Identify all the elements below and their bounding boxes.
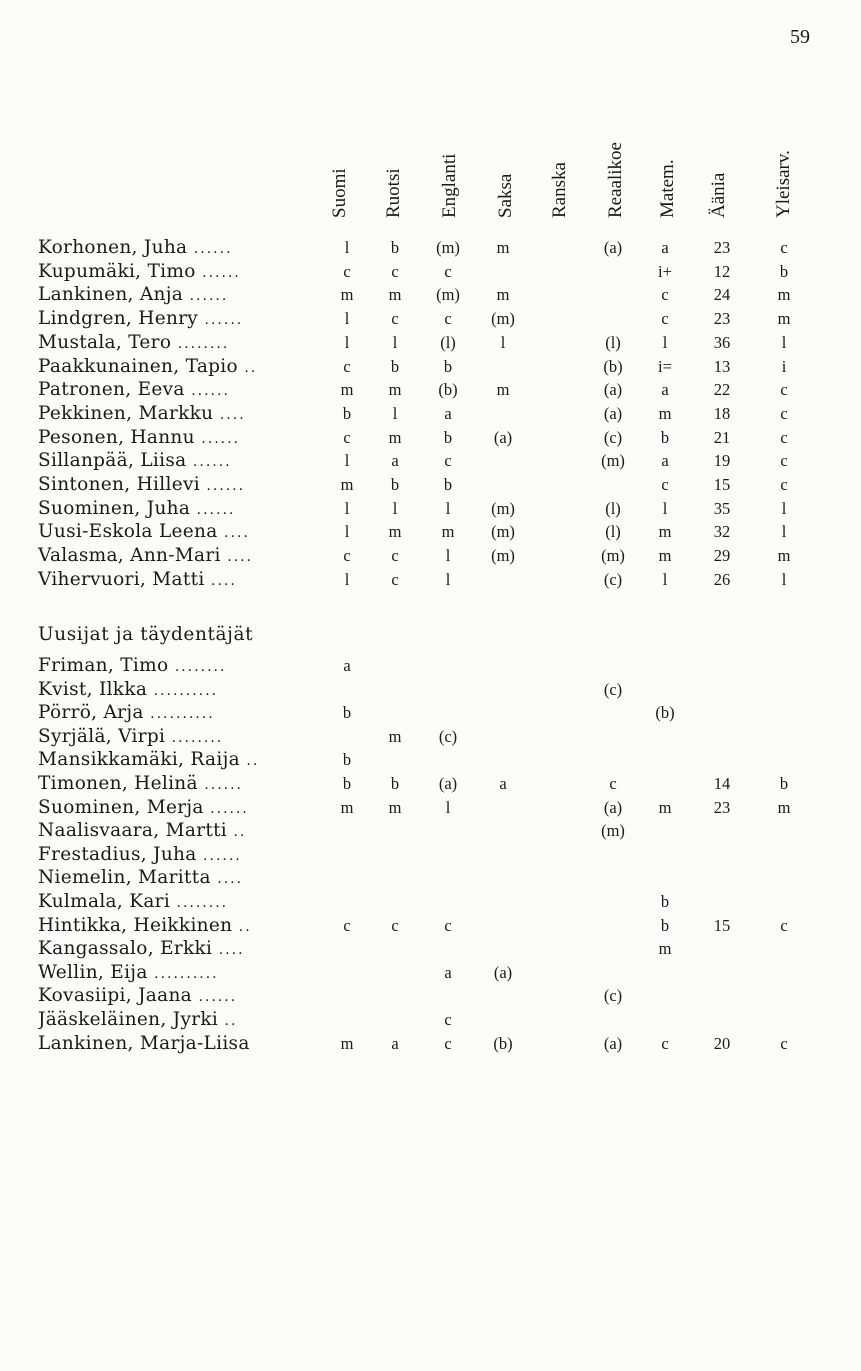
grade-cell: (l) <box>440 332 456 352</box>
column-header-label: Äänia <box>708 172 729 218</box>
table-row <box>0 520 861 543</box>
student-name-text: Hintikka, Heikkinen <box>38 914 233 936</box>
student-name <box>38 748 322 773</box>
grade-cell: b <box>443 427 453 447</box>
grade-cell: l <box>781 569 787 589</box>
table-row <box>0 654 861 677</box>
column-header-label: Yleisarv. <box>773 150 794 218</box>
leader-dots: .... <box>210 871 244 888</box>
student-name <box>38 890 322 915</box>
grade-cell: m <box>658 546 672 566</box>
grade-cell: l <box>344 522 350 542</box>
student-name <box>38 772 322 797</box>
grade-cell: 22 <box>713 380 731 400</box>
table-row <box>0 678 861 701</box>
student-name <box>38 426 322 451</box>
student-name-text: Valasma, Ann-Mari <box>38 545 221 567</box>
grade-cell: 13 <box>713 356 731 376</box>
grade-cell: 29 <box>713 546 731 566</box>
student-name <box>38 678 322 703</box>
grade-cell: (m) <box>601 546 625 566</box>
grade-cell: b <box>660 915 670 935</box>
student-name-text: Lankinen, Anja <box>38 284 184 306</box>
grade-cell: l <box>445 569 451 589</box>
student-name <box>38 1008 322 1033</box>
grade-cell: l <box>445 498 451 518</box>
table-row <box>0 355 861 378</box>
student-name-text: Kulmala, Kari <box>38 891 171 912</box>
grade-cell: b <box>342 403 352 423</box>
grade-cell: (m) <box>491 309 515 329</box>
grade-cell: (b) <box>438 380 458 400</box>
student-name <box>38 796 322 821</box>
column-header-label: Reaalikoe <box>605 142 626 218</box>
grade-cell: (l) <box>605 498 621 518</box>
student-name-text: Pesonen, Hannu <box>38 426 195 448</box>
grade-cell: (a) <box>603 797 623 817</box>
grade-cell: c <box>780 475 788 494</box>
grade-cell: l <box>344 332 350 352</box>
leader-dots: ........ <box>165 729 224 746</box>
student-name-text: Paakkunainen, Tapio <box>38 355 238 377</box>
grade-cell: c <box>780 451 788 471</box>
grade-cell: m <box>658 522 672 542</box>
grade-cell: 24 <box>713 285 731 305</box>
leader-dots: ........ <box>170 895 229 911</box>
grade-cell: c <box>391 546 399 566</box>
student-name-text: Wellin, Eija <box>38 961 148 983</box>
column-header-label: Ruotsi <box>383 168 404 218</box>
table-row <box>0 497 861 520</box>
grade-cell: (a) <box>603 1033 623 1053</box>
student-name-text: Suominen, Juha <box>38 497 191 519</box>
grade-cell: m <box>658 939 672 959</box>
grade-cell: a <box>444 403 452 423</box>
table-row <box>0 819 861 842</box>
grade-cell: m <box>388 522 402 542</box>
leader-dots: .. <box>232 918 252 935</box>
grade-cell: m <box>340 475 354 494</box>
table-row <box>0 843 861 866</box>
grade-cell: c <box>343 546 351 566</box>
table-row <box>0 236 861 259</box>
student-name-text: Sillanpää, Liisa <box>38 450 187 472</box>
student-name-text: Kangassalo, Erkki <box>38 938 213 960</box>
student-name-text: Frestadius, Juha <box>38 843 197 865</box>
grade-cell: c <box>780 915 788 935</box>
grade-cell: l <box>662 498 668 518</box>
leader-dots: .... <box>220 549 254 566</box>
student-name <box>38 283 322 308</box>
leader-dots: ...... <box>187 241 233 257</box>
grade-cell: m <box>441 522 455 542</box>
table-row <box>0 701 861 724</box>
grade-cell: (c) <box>603 427 623 447</box>
grade-cell: i+ <box>658 261 672 281</box>
grade-cell: c <box>780 427 788 447</box>
grade-cell: c <box>661 1033 669 1053</box>
grade-cell: m <box>340 380 354 400</box>
grade-cell: (b) <box>493 1033 513 1053</box>
grade-cell: b <box>660 427 670 447</box>
table-row <box>0 568 861 591</box>
table-row <box>0 961 861 984</box>
grade-cell: l <box>662 569 668 589</box>
student-name-text: Friman, Timo <box>38 655 169 676</box>
student-name <box>38 568 322 593</box>
student-name <box>38 236 322 261</box>
grade-cell: b <box>342 703 352 723</box>
grade-cell: 15 <box>713 475 731 494</box>
grade-cell: b <box>342 774 352 793</box>
grade-cell: c <box>444 1033 452 1053</box>
student-name-text: Kupumäki, Timo <box>38 260 196 282</box>
leader-dots: ........ <box>168 659 227 675</box>
leader-dots: .. <box>227 824 247 841</box>
grade-cell: l <box>781 332 787 352</box>
leader-dots: ...... <box>196 847 242 864</box>
grade-cell: (c) <box>603 569 623 589</box>
student-name-text: Uusi-Eskola Leena <box>38 521 218 543</box>
grade-cell: (c) <box>438 726 458 746</box>
leader-dots: ...... <box>183 288 229 305</box>
student-name-text: Pekkinen, Markku <box>38 402 214 424</box>
table-row <box>0 307 861 330</box>
column-header-label: Suomi <box>329 168 350 218</box>
leader-dots: ...... <box>197 777 243 793</box>
grade-cell: c <box>391 915 399 935</box>
grade-cell: 18 <box>713 403 731 423</box>
grade-cell: m <box>340 285 354 305</box>
grade-cell: (m) <box>436 238 460 257</box>
student-name <box>38 378 322 403</box>
grade-cell: a <box>391 451 399 471</box>
grade-cell: i= <box>658 356 672 376</box>
leader-dots: ...... <box>184 383 230 400</box>
grade-cell: 36 <box>713 332 731 352</box>
grade-cell: l <box>445 546 451 566</box>
table-row <box>0 937 861 960</box>
grade-cell: b <box>390 475 400 494</box>
grade-cell: 21 <box>713 427 731 447</box>
grade-cell: (c) <box>603 679 623 699</box>
grade-cell: c <box>343 261 351 281</box>
grade-cell: i <box>781 356 787 376</box>
grade-cell: m <box>496 238 510 257</box>
student-name <box>38 355 322 380</box>
table-row <box>0 402 861 425</box>
table-row <box>0 283 861 306</box>
grade-cell: a <box>444 962 452 982</box>
grade-cell: b <box>390 238 400 257</box>
student-name-text: Korhonen, Juha <box>38 237 188 258</box>
grade-cell: m <box>496 380 510 400</box>
student-name-text: Niemelin, Maritta <box>38 867 211 889</box>
grade-cell: (l) <box>605 332 621 352</box>
grade-cell: c <box>780 238 788 257</box>
student-name-text: Vihervuori, Matti <box>38 568 205 590</box>
leader-dots: ...... <box>203 800 249 817</box>
grade-cell: c <box>391 309 399 329</box>
grade-cell: c <box>444 1010 452 1029</box>
student-name <box>38 544 322 569</box>
grade-cell: m <box>658 403 672 423</box>
grade-cell: b <box>779 774 789 793</box>
table-row <box>0 725 861 748</box>
table-row <box>0 473 861 496</box>
table-row <box>0 449 861 472</box>
grade-cell: m <box>388 726 402 746</box>
table-row <box>0 890 861 913</box>
table-row <box>0 866 861 889</box>
leader-dots: .. <box>239 753 260 770</box>
student-name <box>38 402 322 427</box>
student-name <box>38 725 322 750</box>
grade-cell: b <box>660 892 670 911</box>
grade-cell: c <box>444 309 452 329</box>
student-name <box>38 961 322 986</box>
grade-cell: l <box>344 498 350 518</box>
grade-cell: (b) <box>603 356 623 376</box>
grade-cell: l <box>662 332 668 352</box>
grade-cell: m <box>777 546 791 566</box>
leader-dots: ...... <box>190 501 236 518</box>
student-name-text: Mansikkamäki, Raija <box>38 749 240 771</box>
grade-cell: (b) <box>655 703 675 723</box>
leader-dots: .... <box>212 942 245 959</box>
grade-cell: (m) <box>491 498 515 518</box>
column-header-label: Englanti <box>439 153 460 218</box>
student-name <box>38 331 322 356</box>
student-name <box>38 701 322 726</box>
section-title: Uusijat ja täydentäjät <box>38 624 254 645</box>
grade-cell: b <box>342 750 352 770</box>
table-row <box>0 984 861 1007</box>
student-name <box>38 866 322 891</box>
grade-cell: c <box>444 451 452 471</box>
student-name <box>38 819 322 844</box>
grade-cell: l <box>500 332 506 352</box>
student-name-text: Pörrö, Arja <box>38 702 144 724</box>
leader-dots: ...... <box>194 430 240 447</box>
leader-dots: ...... <box>198 312 244 329</box>
student-name-text: Lankinen, Marja-Liisa <box>38 1032 250 1054</box>
grade-cell: m <box>777 797 791 817</box>
student-name <box>38 497 322 522</box>
table-row <box>0 914 861 937</box>
grade-cell: c <box>343 427 351 447</box>
student-name <box>38 984 322 1009</box>
student-name-text: Naalisvaara, Martti <box>38 820 228 842</box>
grade-cell: m <box>658 797 672 817</box>
student-name <box>38 520 322 545</box>
leader-dots: ...... <box>195 264 241 281</box>
grade-cell: l <box>344 569 350 589</box>
grade-cell: (a) <box>493 427 513 447</box>
leader-dots: .......... <box>143 706 215 723</box>
grade-cell: 26 <box>713 569 731 589</box>
grade-cell: c <box>780 1033 788 1053</box>
leader-dots: .......... <box>147 682 219 699</box>
grade-cell: m <box>777 285 791 305</box>
student-name-text: Kvist, Ilkka <box>38 678 148 700</box>
grade-cell: 23 <box>713 238 731 257</box>
leader-dots: .... <box>217 525 250 542</box>
student-name-text: Suominen, Merja <box>38 796 204 818</box>
grade-cell: b <box>390 774 400 793</box>
student-name-text: Lindgren, Henry <box>38 308 199 330</box>
grade-cell: m <box>388 380 402 400</box>
grade-cell: c <box>661 475 669 494</box>
grade-cell: (l) <box>605 522 621 542</box>
grade-cell: a <box>661 238 669 257</box>
grade-cell: l <box>392 403 398 423</box>
student-name <box>38 449 322 474</box>
grade-cell: l <box>392 498 398 518</box>
grade-cell: c <box>391 569 399 589</box>
column-header-label: Saksa <box>495 173 516 218</box>
grade-cell: a <box>391 1033 399 1053</box>
grade-cell: m <box>340 797 354 817</box>
grade-cell: l <box>344 238 350 257</box>
grade-cell: 19 <box>713 451 731 471</box>
grade-cell: (a) <box>603 403 623 423</box>
student-name <box>38 843 322 868</box>
table-row <box>0 772 861 795</box>
grade-cell: c <box>343 356 351 376</box>
table-row <box>0 748 861 771</box>
grade-cell: m <box>496 285 510 305</box>
table-row <box>0 796 861 819</box>
grade-cell: 15 <box>713 915 731 935</box>
grade-cell: l <box>392 332 398 352</box>
grade-cell: (a) <box>438 774 458 793</box>
student-name <box>38 307 322 332</box>
grade-cell: (m) <box>601 451 625 471</box>
page-number: 59 <box>790 26 810 48</box>
grade-cell: b <box>443 356 453 376</box>
grade-cell: a <box>661 451 669 471</box>
leader-dots: ...... <box>199 478 246 494</box>
grade-cell: c <box>661 309 669 329</box>
leader-dots: .... <box>204 572 237 589</box>
grade-cell: l <box>445 797 451 817</box>
grade-cell: a <box>343 656 351 675</box>
table-row <box>0 1008 861 1031</box>
grade-cell: c <box>609 774 617 793</box>
grade-cell: (a) <box>603 238 623 257</box>
student-name-text: Mustala, Tero <box>38 331 172 353</box>
grade-cell: c <box>391 261 399 281</box>
grade-cell: 23 <box>713 309 731 329</box>
leader-dots: .... <box>213 406 246 423</box>
grade-cell: c <box>661 285 669 305</box>
table-row <box>0 378 861 401</box>
leader-dots: ........ <box>171 335 230 352</box>
student-name <box>38 1032 322 1055</box>
grade-cell: (m) <box>491 546 515 566</box>
grade-cell: 35 <box>713 498 731 518</box>
leader-dots: ...... <box>186 454 232 471</box>
grade-cell: 12 <box>713 261 731 281</box>
grade-cell: (c) <box>603 986 623 1006</box>
grade-cell: m <box>340 1033 354 1053</box>
student-name <box>38 473 322 498</box>
student-name-text: Kovasiipi, Jaana <box>38 985 193 1007</box>
grade-cell: m <box>388 285 402 305</box>
leader-dots: ...... <box>192 989 238 1006</box>
grade-cell: (a) <box>603 380 623 400</box>
grade-cell: c <box>780 380 788 400</box>
grade-cell: b <box>779 261 789 281</box>
grade-cell: a <box>499 774 507 793</box>
grade-cell: (m) <box>601 821 625 841</box>
grade-cell: 14 <box>713 774 731 793</box>
student-name <box>38 654 322 679</box>
grade-cell: (m) <box>491 522 515 542</box>
table-row <box>0 426 861 449</box>
leader-dots: .. <box>237 359 258 376</box>
grade-cell: m <box>388 797 402 817</box>
grade-cell: l <box>344 451 350 471</box>
table-row <box>0 544 861 567</box>
grade-cell: c <box>444 261 452 281</box>
table-row <box>0 260 861 283</box>
grade-cell: (m) <box>436 285 460 305</box>
student-name <box>38 914 322 939</box>
grade-cell: b <box>390 356 400 376</box>
table-row <box>0 1032 861 1055</box>
grade-cell: c <box>343 915 351 935</box>
student-name <box>38 260 322 285</box>
table-row <box>0 331 861 354</box>
student-name-text: Sintonen, Hillevi <box>38 474 200 495</box>
grade-cell: 20 <box>713 1033 731 1053</box>
grade-cell: l <box>781 498 787 518</box>
student-name-text: Timonen, Helinä <box>38 773 198 794</box>
student-name-text: Jääskeläinen, Jyrki <box>38 1009 219 1030</box>
student-name <box>38 937 322 962</box>
grade-cell: 32 <box>713 522 731 542</box>
column-header-label: Matem. <box>657 159 678 218</box>
grade-cell: 23 <box>713 797 731 817</box>
grade-cell: l <box>781 522 787 542</box>
grade-cell: b <box>443 475 453 494</box>
grade-cell: m <box>388 427 402 447</box>
grade-cell: c <box>780 403 788 423</box>
student-name-text: Patronen, Eeva <box>38 379 185 401</box>
leader-dots: .......... <box>147 965 219 982</box>
grade-cell: c <box>444 915 452 935</box>
column-header-label: Ranska <box>549 162 570 218</box>
grade-cell: l <box>344 309 350 329</box>
grade-cell: m <box>777 309 791 329</box>
leader-dots: .. <box>218 1013 238 1029</box>
grade-cell: (a) <box>493 962 513 982</box>
student-name-text: Syrjälä, Virpi <box>38 725 166 747</box>
grade-cell: a <box>661 380 669 400</box>
